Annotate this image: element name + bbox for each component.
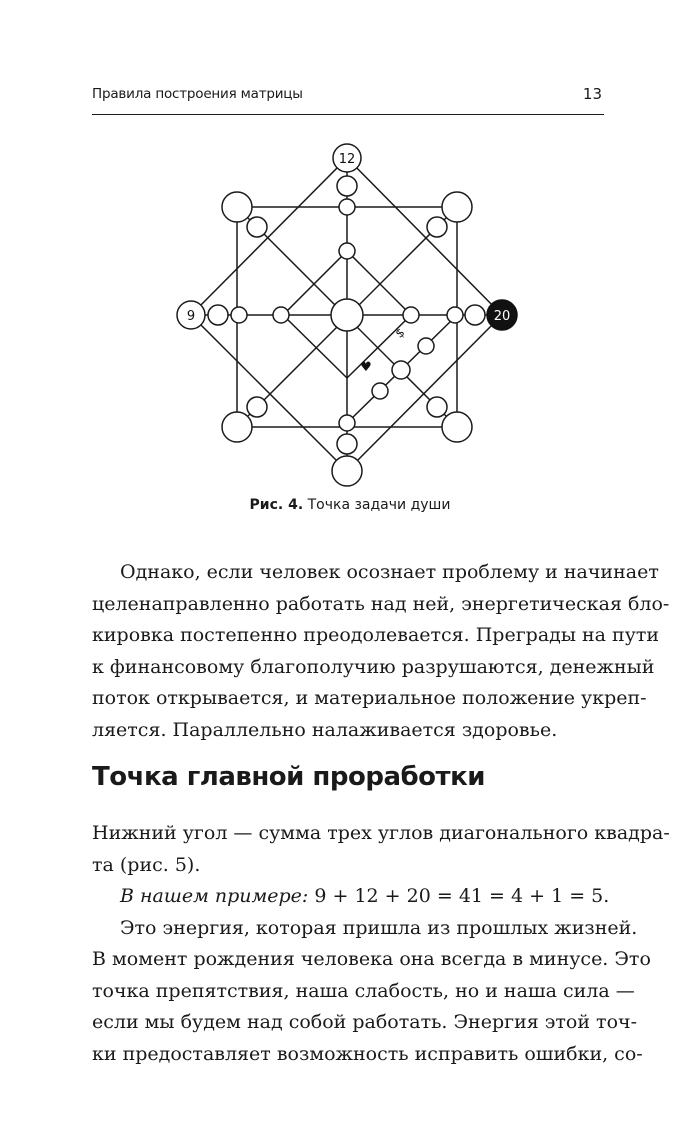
label-left: 9 [186, 309, 196, 324]
paragraph-1-line: кировка постепенно преодолевается. Преграды на пути [92, 624, 660, 646]
section-intro [92, 818, 670, 1070]
corner-bottom-right-circle [442, 412, 472, 442]
section-body-line: Это энергия, которая пришла из прошлых жизней. [120, 916, 638, 939]
paragraph-1-line: поток открывается, и материальное положение укреп- [92, 687, 647, 709]
example-line [92, 881, 610, 913]
label-top: 12 [338, 152, 356, 167]
left-axis-circle-3 [273, 307, 289, 323]
bottom-corner-circle [332, 456, 362, 486]
top-axis-circle-1 [337, 176, 357, 196]
paragraph-1 [92, 557, 670, 746]
bottom-axis-circle-2 [337, 434, 357, 454]
paragraph-1-line: Однако, если человек осознает проблему и начинает [120, 561, 659, 583]
line-circle-2 [392, 361, 410, 379]
example-formula: 9 + 12 + 20 = 41 = 4 + 1 = 5. [314, 885, 610, 907]
dollar-icon: $ [392, 325, 408, 341]
section-body-line: ки предоставляет возможность исправить ошибки, со- [92, 1042, 643, 1065]
corner-top-left-circle [222, 192, 252, 222]
inner-top-left-circle [247, 217, 267, 237]
inner-bottom-right-circle [427, 397, 447, 417]
inner-top-right-circle [427, 217, 447, 237]
matrix-diagram [0, 130, 700, 490]
center-circle [331, 299, 363, 331]
section-body-line: В момент рождения человека она всегда в минусе. Это [92, 948, 651, 970]
top-axis-circle-2 [339, 199, 355, 215]
line-circle-1 [418, 338, 434, 354]
page-header [92, 84, 604, 115]
section-body-line: если мы будем над собой работать. Энергия этой точ- [92, 1011, 637, 1033]
paragraph-1-line: целенаправленно работать над ней, энергетическая бло- [92, 592, 670, 615]
corner-bottom-left-circle [222, 412, 252, 442]
caption-text: Точка задачи души [307, 497, 451, 513]
bottom-axis-circle-1 [339, 415, 355, 431]
corner-top-right-circle [442, 192, 472, 222]
left-axis-circle-2 [231, 307, 247, 323]
inner-bottom-left-circle [247, 397, 267, 417]
section-intro-line: Нижний угол — сумма трех углов диагонального квадра- [92, 822, 670, 844]
section-intro-line: та (рис. 5). [92, 853, 201, 876]
heart-icon: ♥ [360, 360, 372, 375]
right-axis-circle-3 [465, 305, 485, 325]
section-heading: Точка главной проработки [92, 762, 485, 792]
top-axis-circle-3 [339, 243, 355, 259]
line-circle-3 [372, 383, 388, 399]
paragraph-1-line: к финансовому благополучию разрушаются, денежный [92, 655, 655, 678]
paragraph-1-line: ляется. Параллельно налаживается здоровье. [92, 718, 558, 741]
running-title: Правила построения матрицы [92, 86, 303, 102]
caption-prefix: Рис. 4. [249, 497, 304, 513]
page-number: 13 [582, 85, 602, 103]
label-right: 20 [493, 309, 511, 324]
section-body-line: точка препятствия, наша слабость, но и наша сила — [92, 979, 635, 1002]
right-axis-circle-2 [447, 307, 463, 323]
example-label: В нашем примере: [120, 885, 309, 907]
left-axis-circle-1 [208, 305, 228, 325]
figure-caption [0, 497, 700, 513]
right-axis-circle-1 [403, 307, 419, 323]
